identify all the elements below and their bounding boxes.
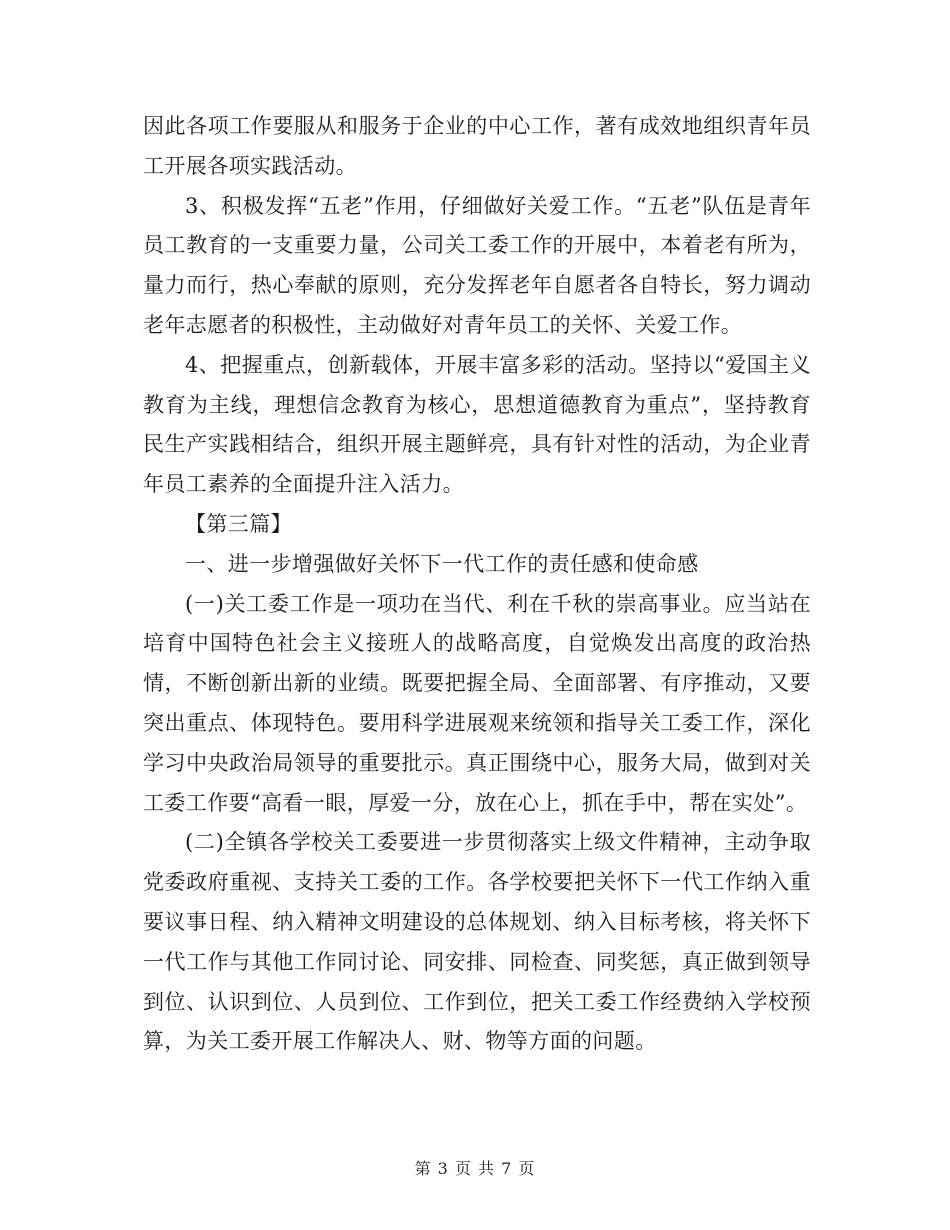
section-heading: 【第三篇】 bbox=[185, 511, 292, 536]
subsection-heading: 一、进一步增强做好关怀下一代工作的责任感和使命感 bbox=[185, 551, 699, 576]
paragraph-item-3: 3、积极发挥“五老”作用，仔细做好关爱工作。“五老”队伍是青年员工教育的一支重要力量，公司关工委工作的开展中，本着老有所为，量力而行，热心奉献的原则，充分发挥老年自愿者各自特长，努力调动老年志愿者的积极性，主动做好对青年员工的关怀、关爱工作。 bbox=[143, 193, 811, 337]
paragraph-point-2: (二)全镇各学校关工委要进一步贯彻落实上级文件精神，主动争取党委政府重视、支持关工委的工作。各学校要把关怀下一代工作纳入重要议事日程、纳入精神文明建设的总体规划、纳入目标考核，将关怀下一代工作与其他工作同讨论、同安排、同检查、同奖惩，真正做到领导到位、认识到位、人员到位、工作到位，把关工委工作经费纳入学校预算，为关工委开展工作解决人、财、物等方面的问题。 bbox=[143, 830, 811, 1054]
paragraph-point-1: (一)关工委工作是一项功在当代、利在千秋的崇高事业。应当站在培育中国特色社会主义接班人的战略高度，自觉焕发出高度的政治热情，不断创新出新的业绩。既要把握全局、全面部署、有序推动，又要突出重点、体现特色。要用科学进展观来统领和指导关工委工作，深化学习中央政治局领导的重要批示。真正围绕中心，服务大局，做到对关工委工作要“高看一眼，厚爱一分，放在心上，抓在手中，帮在实处”。 bbox=[143, 591, 811, 815]
document-body bbox=[143, 107, 811, 1062]
page-number-footer: 第 3 页 共 7 页 bbox=[414, 1159, 536, 1178]
paragraph-continuation: 因此各项工作要服从和服务于企业的中心工作，著有成效地组织青年员工开展各项实践活动。 bbox=[143, 114, 811, 178]
paragraph-item-4: 4、把握重点，创新载体，开展丰富多彩的活动。坚持以“爱国主义教育为主线，理想信念教育为核心，思想道德教育为重点”，坚持教育民生产实践相结合，组织开展主题鲜亮，具有针对性的活动，为企业青年员工素养的全面提升注入活力。 bbox=[143, 352, 811, 497]
